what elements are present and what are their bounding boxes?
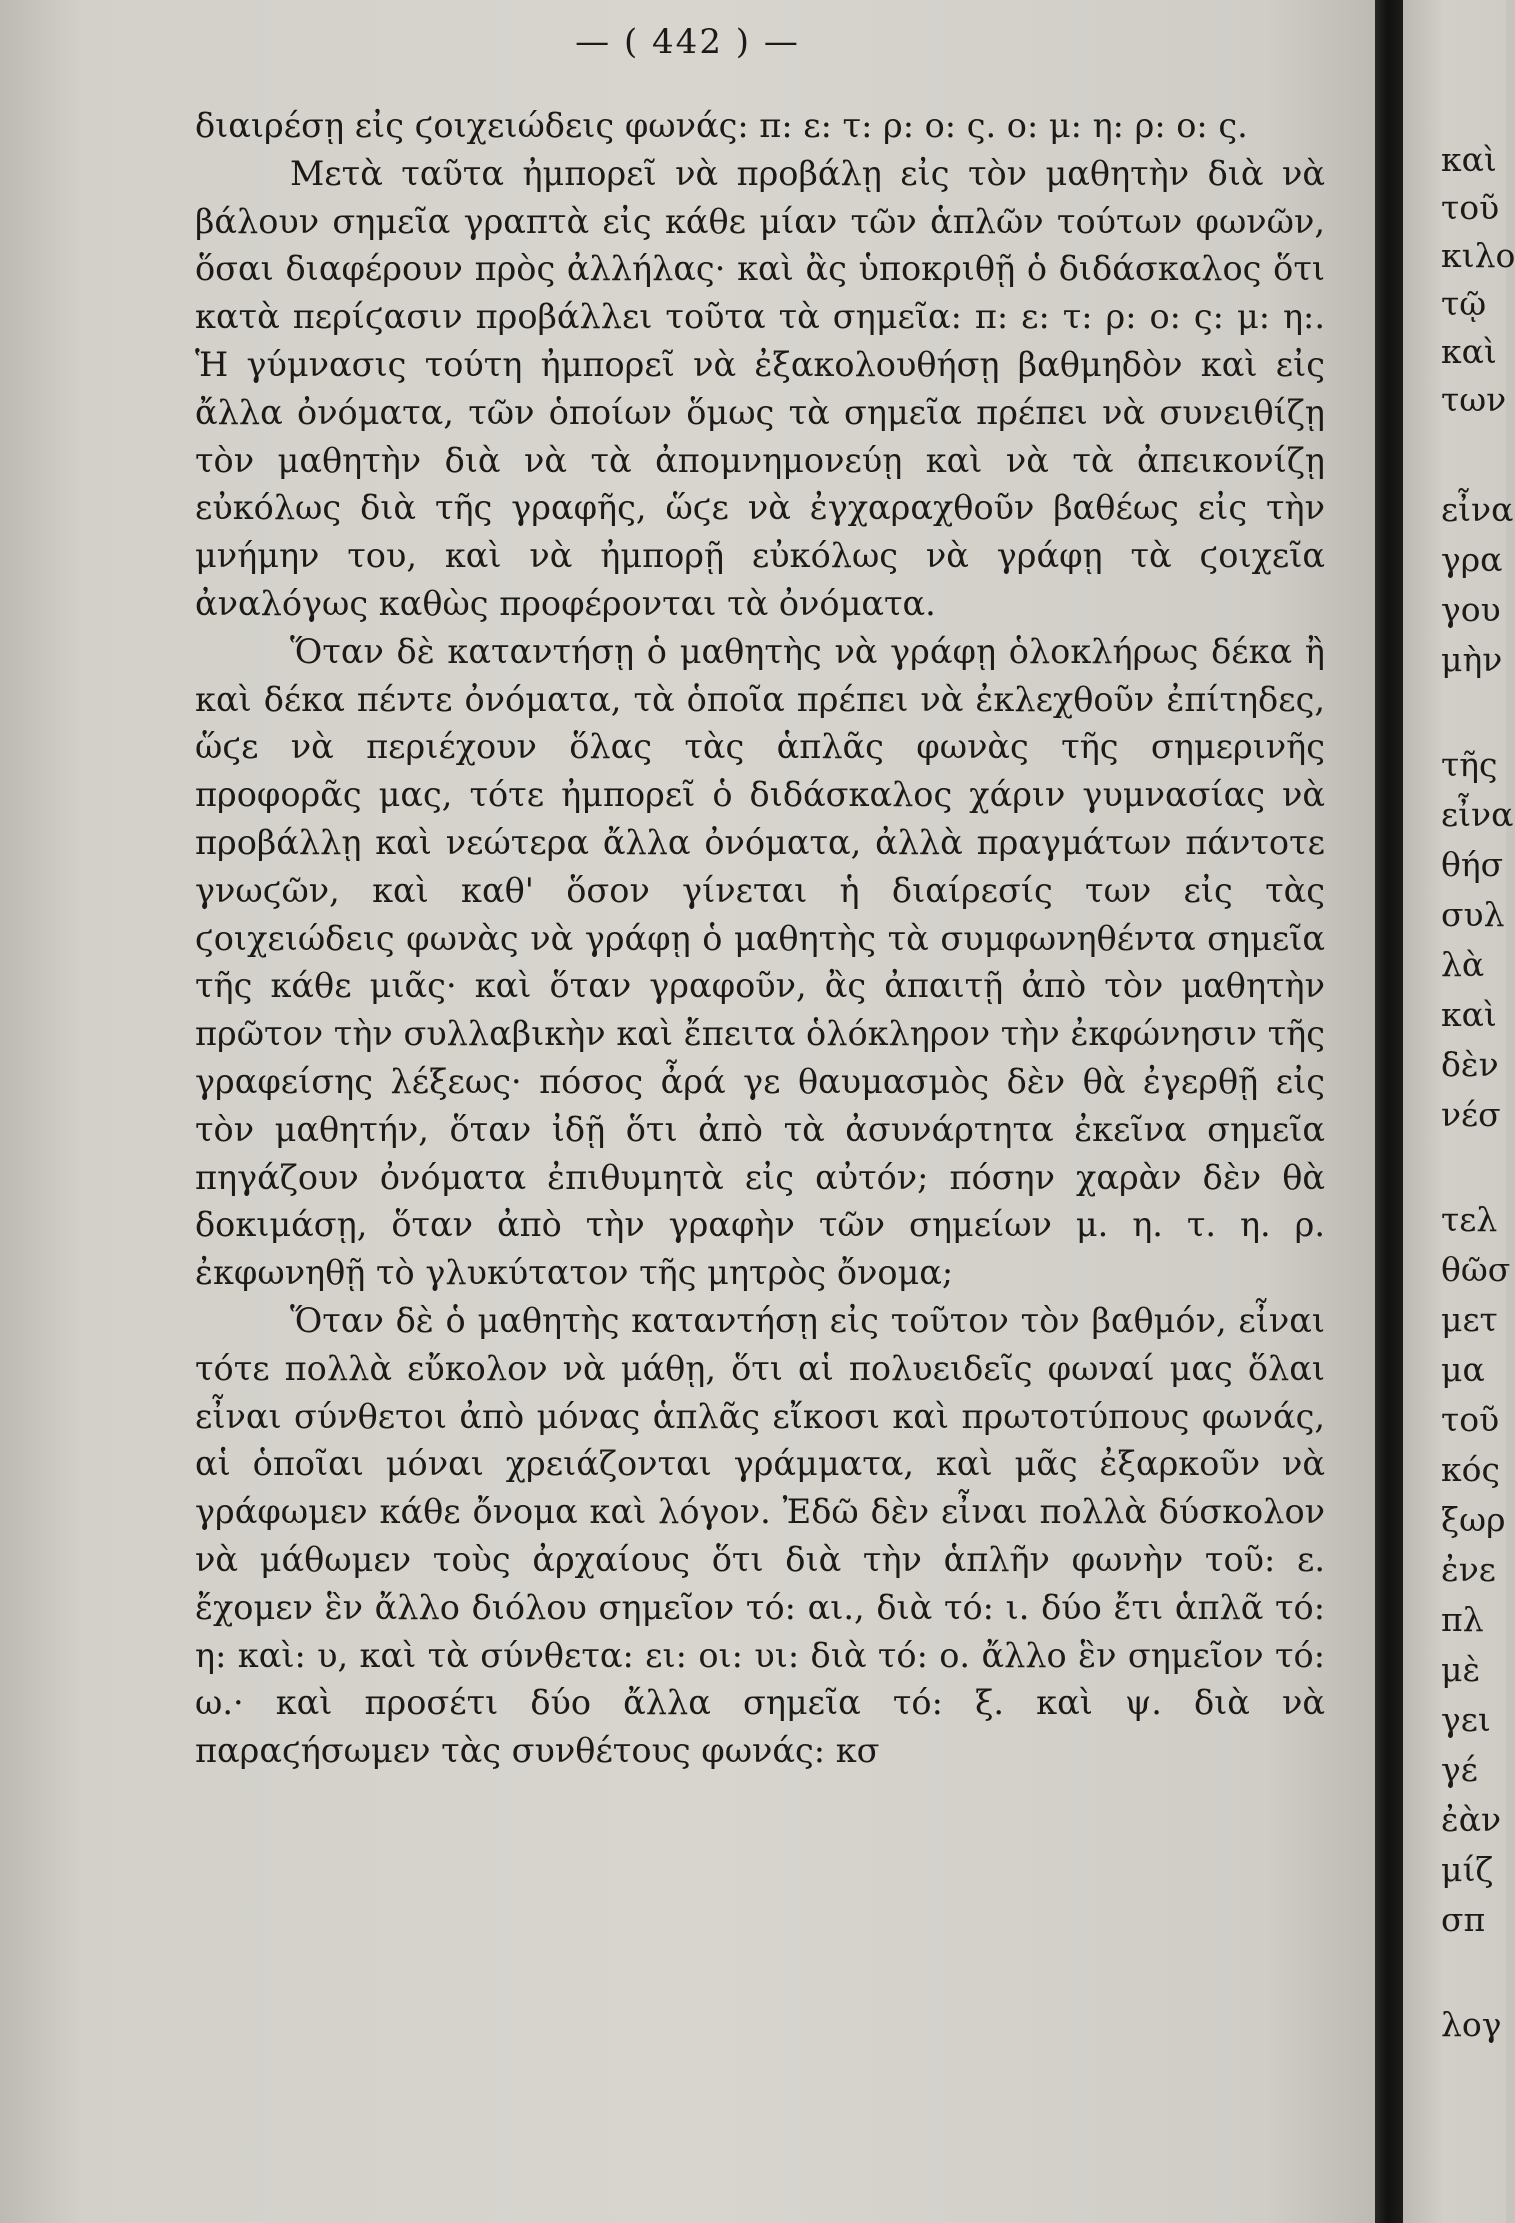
fragment: γέ: [1441, 1750, 1478, 1789]
fragment: μετ: [1441, 1300, 1498, 1339]
adjacent-page-edge: [1403, 0, 1515, 2223]
fragment: ἐὰν: [1441, 1800, 1502, 1839]
body-text: [195, 102, 1325, 1775]
page-number: — ( 442 ) —: [575, 22, 800, 62]
fragment: λὰ: [1441, 945, 1485, 984]
paragraph-3: Ὅταν δὲ καταντήσῃ ὁ μαθητὴς νὰ γράφῃ ὁλοκλήρως δέκα ἢ καὶ δέκα πέντε ὀνόματα, τὰ ὁποῖα πρέπει νὰ ἐκλεχθοῦν ἐπίτηδες, ὥϛε νὰ περιέχουν ὅλας τὰς ἁπλᾶς φωνὰς τῆς σημερινῆς προφορᾶς μας, τότε ἠμπορεῖ ὁ διδάσκαλος χάριν γυμνασίας νὰ προβάλλῃ καὶ νεώτερα ἄλλα ὀνόματα, ἀλλὰ πραγμάτων πάντοτε γνωϛῶν, καὶ καθ' ὅσον γίνεται ἡ διαίρεσίς των εἰς τὰς ϛοιχειώδεις φωνὰς νὰ γράφῃ ὁ μαθητὴς τὰ συμφωνηθέντα σημεῖα τῆς κάθε μιᾶς· καὶ ὅταν γραφοῦν, ἂς ἀπαιτῇ ἀπὸ τὸν μαθητὴν πρῶτον τὴν συλλαβικὴν καὶ ἔπειτα ὁλόκληρον τὴν ἐκφώνησιν τῆς γραφείσης λέξεως· πόσος ἆρά γε θαυμασμὸς δὲν θὰ ἐγερθῇ εἰς τὸν μαθητήν, ὅταν ἰδῇ ὅτι ἀπὸ τὰ ἀσυνάρτητα ἐκεῖνα σημεῖα πηγάζουν ὀνόματα ἐπιθυμητὰ εἰς αὐτόν; πόσην χαρὰν δὲν θὰ δοκιμάσῃ, ὅταν ἀπὸ τὴν γραφὴν τῶν σημείων μ. η. τ. η. ρ. ἐκφωνηθῇ τὸ γλυκύτατον τῆς μητρὸς ὄνομα;: [195, 631, 1325, 1293]
fragment: πλ: [1441, 1600, 1484, 1639]
fragment: λογ: [1441, 2005, 1502, 2044]
fragment: εἶνα: [1441, 795, 1514, 834]
fragment: μα: [1441, 1350, 1485, 1389]
fragment: καὶ: [1441, 995, 1497, 1034]
fragment: ξωρ: [1441, 1500, 1506, 1539]
fragment: δὲν: [1441, 1045, 1499, 1084]
fragment: γρα: [1441, 540, 1503, 579]
fragment: μίζ: [1441, 1850, 1494, 1889]
fragment: θήσ: [1441, 845, 1504, 884]
fragment: καὶ: [1441, 140, 1497, 179]
fragment: κιλο: [1441, 236, 1515, 275]
fragment: κός: [1441, 1450, 1500, 1489]
fragment: εἶνα: [1441, 490, 1514, 529]
fragment: τελ: [1441, 1200, 1498, 1239]
fragment: γει: [1441, 1700, 1491, 1739]
fragment: τοῦ: [1441, 1400, 1500, 1439]
paragraph-4: Ὅταν δὲ ὁ μαθητὴς καταντήσῃ εἰς τοῦτον τὸν βαθμόν, εἶναι τότε πολλὰ εὔκολον νὰ μάθῃ, ὅτι αἱ πολυειδεῖς φωναί μας ὅλαι εἶναι σύνθετοι ἀπὸ μόνας ἁπλᾶς εἴκοσι καὶ πρωτοτύπους φωνάς, αἱ ὁποῖαι μόναι χρειάζονται γράμματα, καὶ μᾶς ἐξαρκοῦν νὰ γράφωμεν κάθε ὄνομα καὶ λόγον. Ἐδῶ δὲν εἶναι πολλὰ δύσκολον νὰ μάθωμεν τοὺς ἀρχαίους ὅτι διὰ τὴν ἁπλῆν φωνὴν τοῦ: ε. ἔχομεν ἓν ἄλλο διόλου σημεῖον τό: αι., διὰ τό: ι. δύο ἔτι ἁπλᾶ τό: η: καὶ: υ, καὶ τὰ σύνθετα: ει: οι: υι: διὰ τό: ο. ἄλλο ἓν σημεῖον τό: ω.· καὶ προσέτι δύο ἄλλα σημεῖα τό: ξ. καὶ ψ. διὰ νὰ παραϛήσωμεν τὰς συνθέτους φωνάς: κσ: [195, 1300, 1325, 1771]
fragment: μὴν: [1441, 640, 1503, 679]
fragment: θῶσ: [1441, 1250, 1511, 1289]
fragment: τῆς: [1441, 745, 1498, 784]
fragment: τοῦ: [1441, 188, 1500, 227]
paragraph-2: Μετὰ ταῦτα ἠμπορεῖ νὰ προβάλῃ εἰς τὸν μαθητὴν διὰ νὰ βάλουν σημεῖα γραπτὰ εἰς κάθε μίαν τῶν ἁπλῶν τούτων φωνῶν, ὅσαι διαφέρουν πρὸς ἀλλήλας· καὶ ἂς ὑποκριθῇ ὁ διδάσκαλος ὅτι κατὰ περίϛασιν προβάλλει τοῦτα τὰ σημεῖα: π: ε: τ: ρ: ο: ς: μ: η:. Ἡ γύμνασις τούτη ἠμπορεῖ νὰ ἐξακολουθήσῃ βαθμηδὸν καὶ εἰς ἄλλα ὀνόματα, τῶν ὁποίων ὅμως τὰ σημεῖα πρέπει νὰ συνειθίζῃ τὸν μαθητὴν διὰ νὰ τὰ ἀπομνημονεύῃ καὶ νὰ τὰ ἀπεικονίζῃ εὐκόλως διὰ τῆς γραφῆς, ὥϛε νὰ ἐγχαραχθοῦν βαθέως εἰς τὴν μνήμην του, καὶ νὰ ἠμπορῇ εὐκόλως νὰ γράφῃ τὰ ϛοιχεῖα ἀναλόγως καθὼς προφέρονται τὰ ὀνόματα.: [195, 153, 1325, 623]
fragment: καὶ: [1441, 332, 1497, 371]
fragment: νέσ: [1441, 1095, 1501, 1134]
fragment: μὲ: [1441, 1650, 1481, 1689]
fragment: ἐνε: [1441, 1550, 1496, 1589]
fragment: γου: [1441, 590, 1501, 629]
book-gutter: [1375, 0, 1403, 2223]
paragraph-1: διαιρέσῃ εἰς ϛοιχειώδεις φωνάς: π: ε: τ: ρ: ο: ς. ο: μ: η: ρ: ο: ς.: [195, 106, 1248, 145]
fragment: των: [1441, 380, 1507, 419]
fragment: τῷ: [1441, 284, 1487, 323]
fragment: συλ: [1441, 895, 1505, 934]
fragment: σπ: [1441, 1900, 1486, 1939]
